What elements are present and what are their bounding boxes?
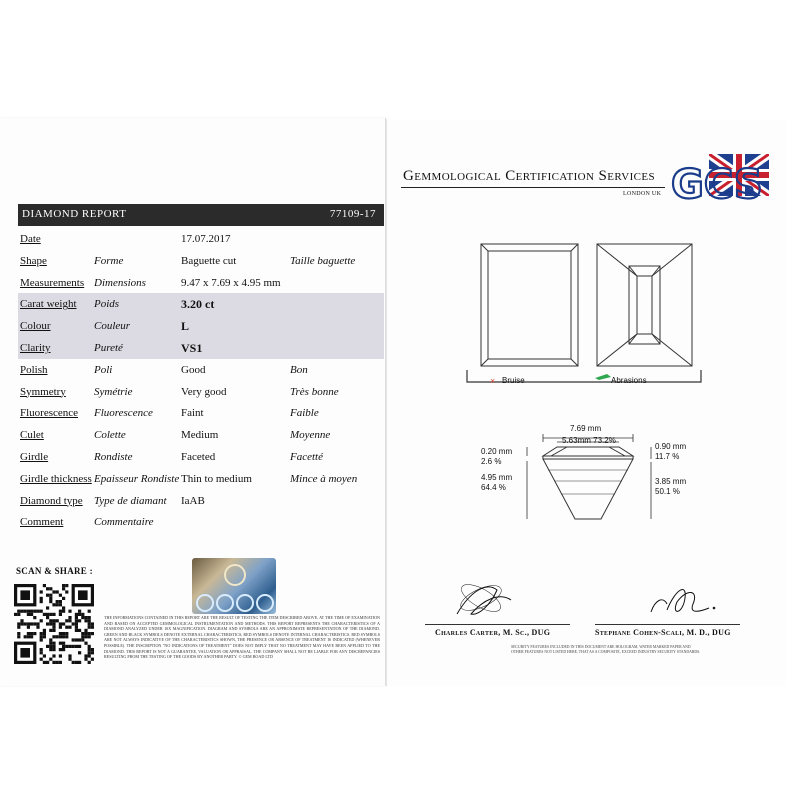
row-value: Baguette cut — [181, 254, 237, 267]
row-label: Symmetry — [20, 385, 66, 398]
row-french-label: Type de diamant — [94, 494, 167, 507]
signatory-left: Charles Carter, M. Sc., DUG — [435, 628, 551, 637]
report-number: 77109-17 — [329, 208, 376, 220]
report-row — [18, 359, 384, 381]
row-french-value: Mince à moyen — [290, 472, 358, 485]
qr-code-icon[interactable] — [14, 584, 94, 664]
row-value: Good — [181, 363, 206, 376]
pavilion-view-diagram — [597, 244, 692, 366]
legend-bruise: Bruise — [502, 376, 525, 385]
report-table — [18, 228, 384, 533]
row-value: L — [181, 319, 190, 334]
crown-pct-label: 2.6 % — [481, 457, 502, 466]
report-header — [18, 204, 384, 226]
row-value: VS1 — [181, 340, 203, 355]
report-row — [18, 250, 384, 272]
row-value: IaAB — [181, 494, 205, 507]
report-row — [18, 424, 384, 446]
row-french-label: Symétrie — [94, 385, 133, 398]
row-french-label: Poli — [94, 363, 113, 376]
row-value: 17.07.2017 — [181, 233, 231, 245]
report-page — [0, 118, 386, 686]
total-pct-label: 64.4 % — [481, 483, 506, 492]
row-value: Faint — [181, 407, 204, 420]
signature-right-icon — [651, 589, 715, 612]
row-value: 9.47 x 7.69 x 4.95 mm — [181, 276, 281, 289]
row-french-label: Rondiste — [94, 450, 133, 463]
signature-line-left — [425, 624, 570, 625]
report-row — [18, 315, 384, 337]
signatory-right: Stephane Cohen-Scali, M. D., DUG — [595, 628, 731, 637]
right-top-label: 0.90 mm — [655, 442, 687, 451]
abrasion-symbol-icon — [595, 374, 611, 380]
crown-view-diagram — [481, 244, 578, 366]
legend-abrasions: Abrasions — [611, 376, 647, 385]
row-value: Faceted — [181, 450, 216, 463]
report-row — [18, 272, 384, 294]
row-french-value: Moyenne — [290, 429, 331, 442]
row-french-label: Forme — [94, 254, 124, 267]
row-french-label: Dimensions — [94, 276, 146, 289]
row-french-label: Poids — [94, 298, 120, 311]
disclaimer-text: THE INFORMATIONS CONTAINED IN THIS REPORT ARE THE RESULT OF TESTING THE ITEM DESCRIBED ABOVE, AT THE TIME OF EXAMINATION AND BASED ON ACCEPTED GEMMOLOGICAL INSTRUMENTATION AND METHODS. THIS REPORT REPRESENTS THE CHARACTERISTICS OF A DIAMOND ANALYZED UNDER 10X MAGNIFICATION. DIAGRAM AND SYMBOLS ARE AN APPROXIMATE REPRESENTATION OF THE DIAMOND. GREEN AND BLACK SYMBOLS DENOTE EXTERNAL CHARACTERISTICS, RED SYMBOLS DENOTE INTERNAL CHARACTERISTICS. RED SYMBOLS ARE NOT ALWAYS INDICATIVE OF THE CHARACTERISTICS SHOWN, THE PRESENCE OR ABSENCE OF TREATMENT IS INDICATED (WHENEVER POSSIBLE). THE INSCRIPTION "NO INDICATIONS OF TREATMENT" DOES NOT IMPLY THAT NO TREATMENT MAY HAVE BEEN APPLIED TO THE DIAMOND. THIS REPORT IS NOT A GUARANTEE, VALUATION OR APPRAISAL. THE COMPANY SHALL NOT BE LIABLE FOR ANY DISCREPANCIES RESULTING FROM THE TESTING OF THE GOODS BY ANOTHER PARTY. © GEM ROAD LTD — [104, 615, 380, 660]
row-french-value: Très bonne — [290, 385, 339, 398]
row-french-label: Pureté — [94, 341, 123, 354]
row-value: Medium — [181, 429, 219, 442]
row-label: Carat weight — [20, 298, 77, 311]
report-row — [18, 468, 384, 490]
row-french-value: Taille baguette — [290, 254, 356, 267]
logo-text: GCS — [671, 162, 763, 208]
report-row — [18, 293, 384, 315]
report-row — [18, 228, 384, 250]
pavilion-label: 3.85 mm — [655, 477, 687, 486]
row-label: Comment — [20, 516, 64, 529]
row-french-label: Couleur — [94, 320, 131, 333]
row-french-value: Facetté — [290, 450, 323, 463]
report-title: DIAMOND REPORT — [22, 208, 127, 220]
row-french-label: Epaisseur Rondiste — [94, 472, 180, 485]
row-label: Measurements — [20, 276, 85, 289]
hologram-seal — [192, 558, 276, 614]
report-row — [18, 511, 384, 533]
table-label: 5.63mm 73.2% — [562, 436, 616, 445]
row-label: Girdle thickness — [20, 472, 92, 485]
report-row — [18, 381, 384, 403]
report-row — [18, 337, 384, 359]
row-label: Fluorescence — [20, 407, 79, 420]
row-label: Clarity — [20, 341, 51, 354]
row-label: Diamond type — [20, 494, 83, 507]
row-value: Very good — [181, 385, 227, 398]
bruise-symbol-icon: × — [490, 376, 496, 386]
lab-name: Gemmological Certification Services — [403, 168, 656, 184]
report-row — [18, 446, 384, 468]
scan-share-title: SCAN & SHARE : — [16, 566, 93, 576]
right-top-pct-label: 11.7 % — [655, 452, 680, 461]
diamond-plot-diagrams — [387, 120, 786, 686]
row-value: 3.20 ct — [181, 297, 215, 312]
diagram-page — [386, 120, 786, 686]
lab-location: LONDON UK — [623, 191, 662, 197]
signature-left-icon — [457, 579, 511, 617]
row-french-value: Bon — [290, 363, 308, 376]
security-note: SECURITY FEATURES INCLUDED IN THIS DOCUMENT ARE HOLOGRAM, WATER MARKED PAPER AND OTHER FEATURES NOT LISTED HERE, THAT AS A COMPOSITE, EXCEED INDUSTRY SECURITY STANDARDS. — [511, 645, 701, 654]
row-label: Polish — [20, 363, 48, 376]
crown-height-label: 0.20 mm — [481, 447, 513, 456]
row-french-value: Faible — [290, 407, 319, 420]
row-label: Colour — [20, 320, 51, 333]
row-french-label: Colette — [94, 429, 126, 442]
row-french-label: Fluorescence — [94, 407, 153, 420]
report-row — [18, 402, 384, 424]
profile-view-diagram — [543, 447, 633, 519]
row-label: Shape — [20, 254, 47, 267]
row-label: Girdle — [20, 450, 49, 463]
row-label: Date — [20, 233, 41, 245]
signature-line-right — [595, 624, 740, 625]
width-label: 7.69 mm — [570, 424, 602, 433]
row-value: Thin to medium — [181, 472, 252, 485]
total-depth-label: 4.95 mm — [481, 473, 513, 482]
report-row — [18, 490, 384, 512]
row-french-label: Commentaire — [94, 516, 154, 529]
pavilion-pct-label: 50.1 % — [655, 487, 680, 496]
row-label: Culet — [20, 429, 44, 442]
